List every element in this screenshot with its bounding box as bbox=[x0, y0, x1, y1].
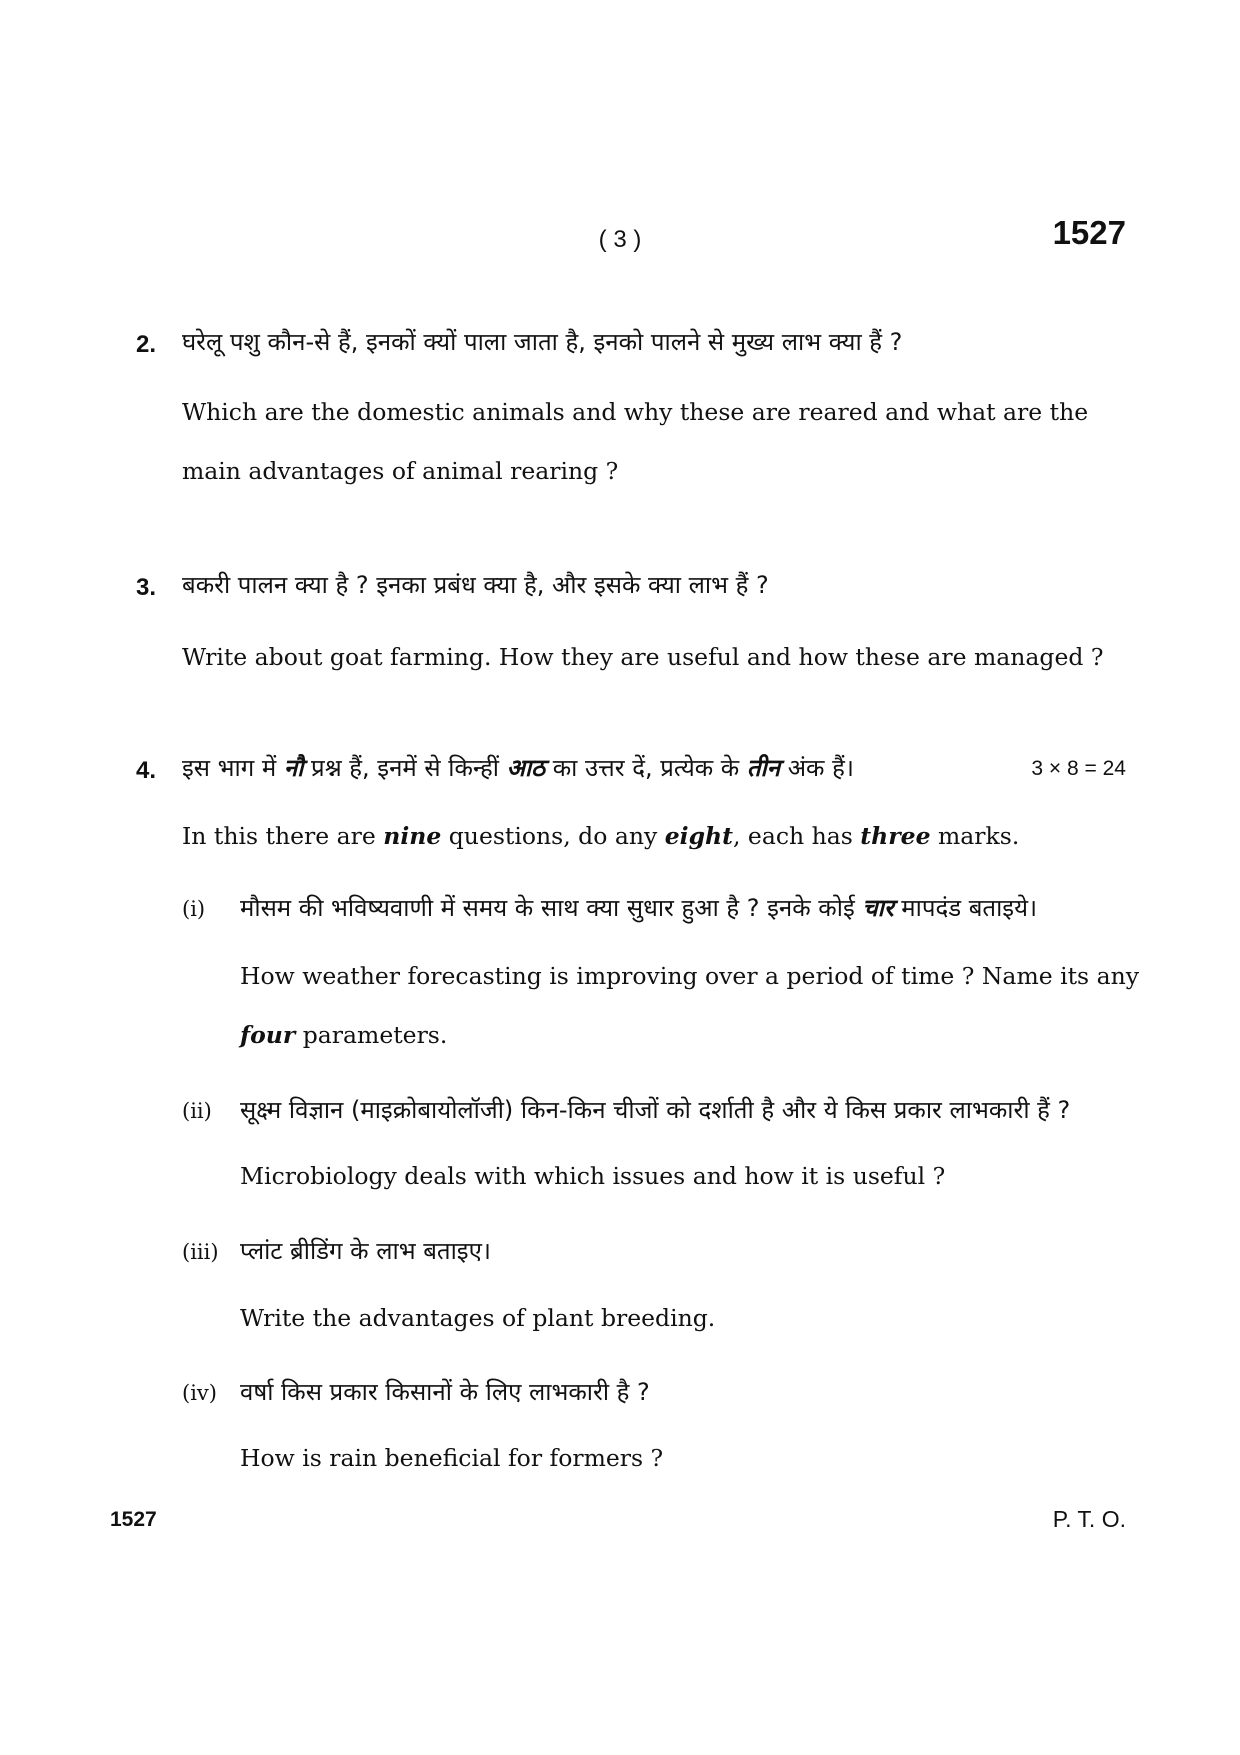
subquestion-ii-hindi: सूक्ष्म विज्ञान (माइक्रोबायोलॉजी) किन-किन चीजों को दर्शाती है और ये किस प्रकार लाभकारी हैं ? bbox=[240, 1096, 1071, 1124]
subquestion-iii-label: (iii) bbox=[182, 1240, 219, 1264]
subquestion-iv-label: (iv) bbox=[182, 1381, 217, 1405]
paper-code-header: 1527 bbox=[1052, 214, 1126, 251]
question-4-english: In this there are nine questions, do any eight, each has three marks. bbox=[182, 822, 1020, 850]
question-2-english-line2: main advantages of animal rearing ? bbox=[182, 457, 619, 485]
question-3-english: Write about goat farming. How they are useful and how these are managed ? bbox=[182, 643, 1104, 671]
subquestion-iv-english: How is rain beneficial for formers ? bbox=[240, 1444, 664, 1472]
subquestion-iv-hindi: वर्षा किस प्रकार किसानों के लिए लाभकारी है ? bbox=[240, 1378, 650, 1406]
subquestion-ii-english: Microbiology deals with which issues and how it is useful ? bbox=[240, 1162, 946, 1190]
question-2-english-line1: Which are the domestic animals and why these are reared and what are the bbox=[182, 398, 1089, 426]
question-2-number: 2. bbox=[136, 331, 157, 358]
subquestion-i-english-line2: four parameters. bbox=[240, 1021, 448, 1049]
subquestion-iii-hindi: प्लांट ब्रीडिंग के लाभ बताइए। bbox=[240, 1237, 491, 1265]
question-4-hindi: इस भाग में नौ प्रश्न हैं, इनमें से किन्हीं आठ का उत्तर दें, प्रत्येक के तीन अंक हैं। bbox=[182, 754, 854, 782]
paper-code-footer: 1527 bbox=[110, 1508, 157, 1531]
subquestion-i-label: (i) bbox=[182, 897, 206, 921]
question-3-hindi: बकरी पालन क्या है ? इनका प्रबंध क्या है, और इसके क्या लाभ हैं ? bbox=[182, 571, 769, 599]
question-3-number: 3. bbox=[136, 574, 157, 601]
question-2-hindi: घरेलू पशु कौन-से हैं, इनकों क्यों पाला जाता है, इनको पालने से मुख्य लाभ क्या हैं ? bbox=[182, 328, 903, 356]
question-4-number: 4. bbox=[136, 757, 157, 784]
subquestion-i-hindi: मौसम की भविष्यवाणी में समय के साथ क्या सुधार हुआ है ? इनके कोई चार मापदंड बताइये। bbox=[240, 894, 1038, 922]
subquestion-i-english-line1: How weather forecasting is improving over a period of time ? Name its any bbox=[240, 962, 1140, 990]
question-4-marks: 3 × 8 = 24 bbox=[1031, 757, 1126, 780]
subquestion-ii-label: (ii) bbox=[182, 1099, 212, 1123]
subquestion-iii-english: Write the advantages of plant breeding. bbox=[240, 1304, 716, 1332]
pto-label: P. T. O. bbox=[1052, 1506, 1126, 1532]
page-number: ( 3 ) bbox=[598, 226, 642, 253]
